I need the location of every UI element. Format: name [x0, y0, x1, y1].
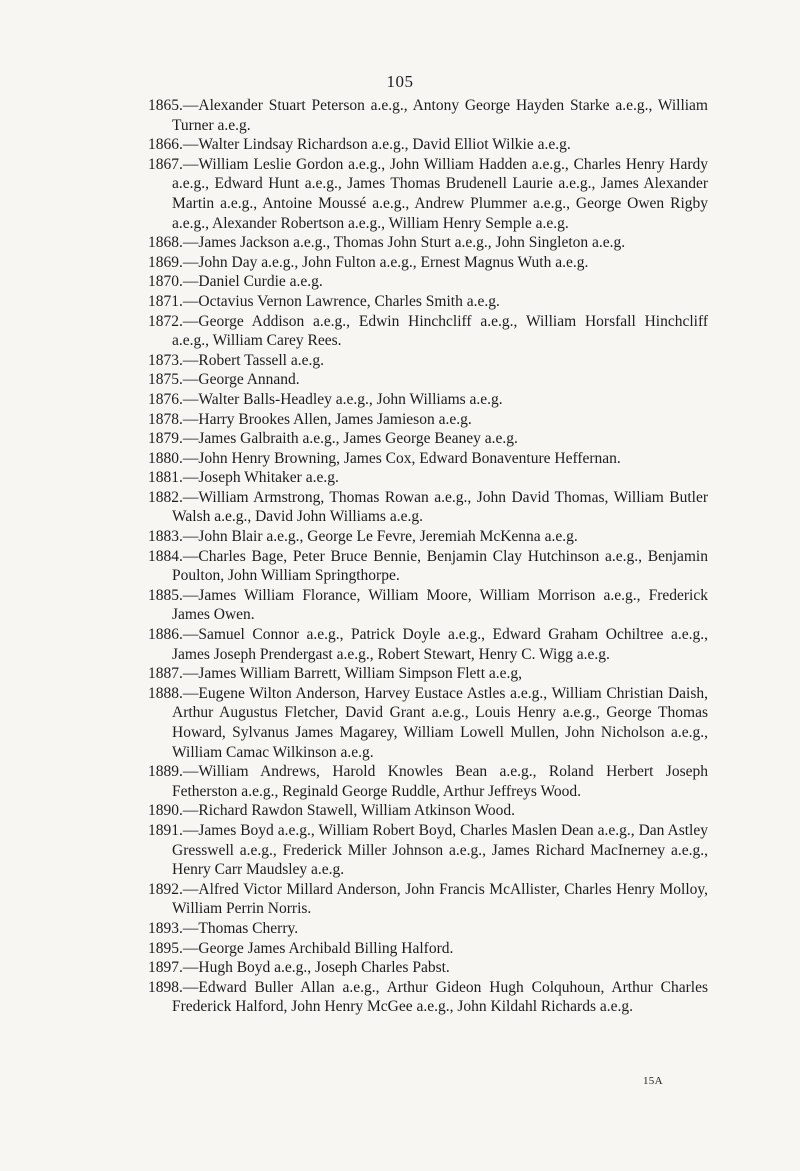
entry-1872: 1872.—George Addison a.e.g., Edwin Hinchcliff a.e.g., William Horsfall Hinchcliff a.e.g., William Carey Rees.: [148, 312, 708, 350]
entry-1890: 1890.—Richard Rawdon Stawell, William Atkinson Wood.: [148, 802, 515, 820]
entry-1885: 1885.—James William Florance, William Moore, William Morrison a.e.g., Frederick James Owen.: [148, 586, 708, 624]
entry-1876: 1876.—Walter Balls-Headley a.e.g., John Williams a.e.g.: [148, 390, 503, 408]
entry-1881: 1881.—Joseph Whitaker a.e.g.: [148, 469, 339, 487]
page-number: 105: [386, 72, 414, 91]
entry-1888: 1888.—Eugene Wilton Anderson, Harvey Eustace Astles a.e.g., William Christian Daish, Arthur Augustus Fletcher, David Grant a.e.g., Louis Henry a.e.g., George Thomas Howard, Sylvanus James Magarey, William Lowell Mullen, John Nicholson a.e.g., William Camac Wilkinson a.e.g.: [148, 684, 708, 761]
entry-1884: 1884.—Charles Bage, Peter Bruce Bennie, Benjamin Clay Hutchinson a.e.g., Benjamin Poulton, John William Springthorpe.: [148, 547, 708, 585]
entry-1886: 1886.—Samuel Connor a.e.g., Patrick Doyle a.e.g., Edward Graham Ochiltree a.e.g., James Joseph Prendergast a.e.g., Robert Stewart, Henry C. Wigg a.e.g.: [148, 626, 708, 663]
graduate-list: [148, 96, 708, 1017]
entry-1887: 1887.—James William Barrett, William Simpson Flett a.e.g,: [148, 665, 523, 683]
entry-1883: 1883.—John Blair a.e.g., George Le Fevre, Jeremiah McKenna a.e.g.: [148, 528, 578, 546]
entry-1873: 1873.—Robert Tassell a.e.g.: [148, 351, 324, 369]
entry-1895: 1895.—George James Archibald Billing Halford.: [148, 939, 454, 957]
entry-1868: 1868.—James Jackson a.e.g., Thomas John Sturt a.e.g., John Singleton a.e.g.: [148, 234, 626, 252]
entry-1866: 1866.—Walter Lindsay Richardson a.e.g., David Elliot Wilkie a.e.g.: [148, 136, 571, 154]
entry-1865: 1865.—Alexander Stuart Peterson a.e.g., Antony George Hayden Starke a.e.g., William Turner a.e.g.: [148, 97, 708, 134]
entry-1869: 1869.—John Day a.e.g., John Fulton a.e.g., Ernest Magnus Wuth a.e.g.: [148, 253, 589, 271]
entry-1875: 1875.—George Annand.: [148, 371, 300, 389]
entry-1891: 1891.—James Boyd a.e.g., William Robert Boyd, Charles Maslen Dean a.e.g., Dan Astley Gresswell a.e.g., Frederick Miller Johnson a.e.g., James Richard MacInerney a.e.g., Henry Carr Maudsley a.e.g.: [148, 821, 708, 879]
entry-1892: 1892.—Alfred Victor Millard Anderson, John Francis McAllister, Charles Henry Molloy, William Perrin Norris.: [148, 880, 708, 918]
entry-1870: 1870.—Daniel Curdie a.e.g.: [148, 273, 323, 291]
entry-1897: 1897.—Hugh Boyd a.e.g., Joseph Charles Pabst.: [148, 959, 450, 977]
entry-1879: 1879.—James Galbraith a.e.g., James George Beaney a.e.g.: [148, 430, 518, 448]
entry-1871: 1871.—Octavius Vernon Lawrence, Charles Smith a.e.g.: [148, 292, 500, 310]
signature-mark: 15A: [643, 1075, 663, 1087]
entry-1880: 1880.—John Henry Browning, James Cox, Edward Bonaventure Heffernan.: [148, 449, 621, 467]
entry-1882: 1882.—William Armstrong, Thomas Rowan a.e.g., John David Thomas, William Butler Walsh a.e.g., David John Williams a.e.g.: [148, 488, 708, 526]
entry-1889: 1889.—William Andrews, Harold Knowles Bean a.e.g., Roland Herbert Joseph Fetherston a.e.g., Reginald George Ruddle, Arthur Jeffreys Wood.: [148, 763, 708, 800]
entry-1893: 1893.—Thomas Cherry.: [148, 919, 299, 937]
entry-1898: 1898.—Edward Buller Allan a.e.g., Arthur Gideon Hugh Colquhoun, Arthur Charles Frederick Halford, John Henry McGee a.e.g., John Kildahl Richards a.e.g.: [148, 978, 708, 1016]
entry-1867: 1867.—William Leslie Gordon a.e.g., John William Hadden a.e.g., Charles Henry Hardy a.e.g., Edward Hunt a.e.g., James Thomas Brudenell Laurie a.e.g., James Alexander Martin a.e.g., Antoine Moussé a.e.g., Andrew Plummer a.e.g., George Owen Rigby a.e.g., Alexander Robertson a.e.g., William Henry Semple a.e.g.: [148, 155, 708, 232]
entry-1878: 1878.—Harry Brookes Allen, James Jamieson a.e.g.: [148, 410, 472, 428]
